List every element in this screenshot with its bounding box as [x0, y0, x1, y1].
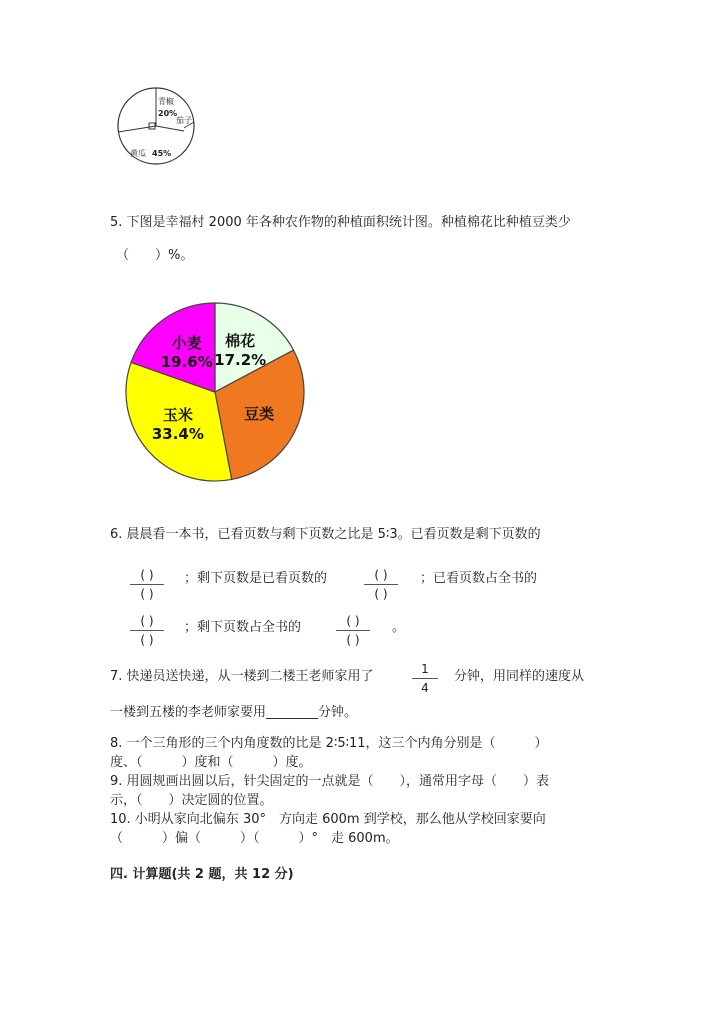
question-9-line-1: 9. 用圆规画出圆以后，针尖固定的一点就是（ ），通常用字母（ ）表 [110, 774, 550, 789]
section-4-heading: 四. 计算题(共 2 题，共 12 分) [110, 867, 294, 882]
fraction-blank-3-denominator: ( ) [140, 633, 154, 647]
fraction-blank-2-denominator: ( ) [374, 587, 388, 601]
fraction-bar [364, 584, 398, 585]
pie-label-name-2: 玉米 [162, 405, 193, 424]
pie-label-value-0: 17.2% [214, 351, 267, 370]
question-6-text-a: ；剩下页数是已看页数的 [184, 571, 328, 586]
fraction-blank-3[interactable] [130, 614, 164, 647]
pie-label-value-2: 33.4% [151, 424, 204, 443]
fraction-blank-1-denominator: ( ) [140, 587, 154, 601]
pie-label-name-0: 棉花 [225, 332, 256, 351]
fraction-denominator: 4 [421, 681, 429, 695]
question-7-line-1a: 7. 快递员送快递，从一楼到二楼王老师家用了 [110, 669, 374, 684]
small-pie-value-qingjiao: 20% [158, 109, 178, 118]
crop-area-pie-chart [118, 296, 314, 488]
question-6-text-b: ；已看页数占全书的 [420, 571, 538, 586]
fraction-blank-2-numerator: ( ) [374, 568, 388, 582]
fraction-blank-1[interactable] [130, 568, 164, 601]
pie-label-name-1: 豆类 [244, 405, 275, 424]
small-pie-label-qingjiao: 青椒 [158, 97, 174, 106]
pie-slices [126, 303, 304, 481]
fraction-numerator: 1 [421, 662, 429, 676]
question-5-line-2: （ ）%。 [116, 248, 194, 263]
fraction-blank-4[interactable] [336, 614, 370, 647]
small-pie-chart [108, 86, 208, 166]
fraction-blank-1-numerator: ( ) [140, 568, 154, 582]
fraction-blank-4-numerator: ( ) [346, 614, 360, 628]
question-9-line-2: 示，（ ）决定圆的位置。 [110, 793, 273, 808]
question-10-line-1: 10. 小明从家向北偏东 30° 方向走 600m 到学校，那么他从学校回家要向 [110, 812, 546, 827]
fraction-blank-2[interactable] [364, 568, 398, 601]
small-pie-label-qiezi: 茄子 [176, 116, 192, 125]
small-pie-value-huanggua: 45% [152, 149, 172, 158]
fraction-blank-3-numerator: ( ) [140, 614, 154, 628]
question-8-line-1: 8. 一个三角形的三个内角度数的比是 2∶5∶11，这三个内角分别是（ ） [110, 736, 548, 751]
question-5-line-1: 5. 下图是幸福村 2000 年各种农作物的种植面积统计图。种植棉花比种植豆类少 [110, 215, 571, 230]
fraction-bar [412, 678, 438, 679]
question-7-line-1b: 分钟，用同样的速度从 [454, 669, 585, 684]
small-pie-label-huanggua: 黄瓜 [130, 149, 146, 158]
pie-label-value-3: 19.6% [160, 353, 213, 372]
question-6-line-1: 6. 晨晨看一本书，已看页数与剩下页数之比是 5∶3。已看页数是剩下页数的 [110, 527, 541, 542]
fraction-bar [130, 630, 164, 631]
fraction-bar [336, 630, 370, 631]
fraction-bar [130, 584, 164, 585]
question-7-line-2: 一楼到五楼的李老师家要用________分钟。 [110, 705, 358, 720]
fraction-blank-4-denominator: ( ) [346, 633, 360, 647]
fraction-one-quarter [412, 662, 438, 695]
question-6-text-c: ；剩下页数占全书的 [184, 620, 302, 635]
question-8-line-2: 度、（ ）度和（ ）度。 [110, 755, 312, 770]
pie-label-name-3: 小麦 [171, 334, 202, 353]
question-6-text-end: 。 [392, 620, 406, 635]
question-10-line-2: （ ）偏（ ）（ ）° 走 600m。 [110, 831, 399, 846]
